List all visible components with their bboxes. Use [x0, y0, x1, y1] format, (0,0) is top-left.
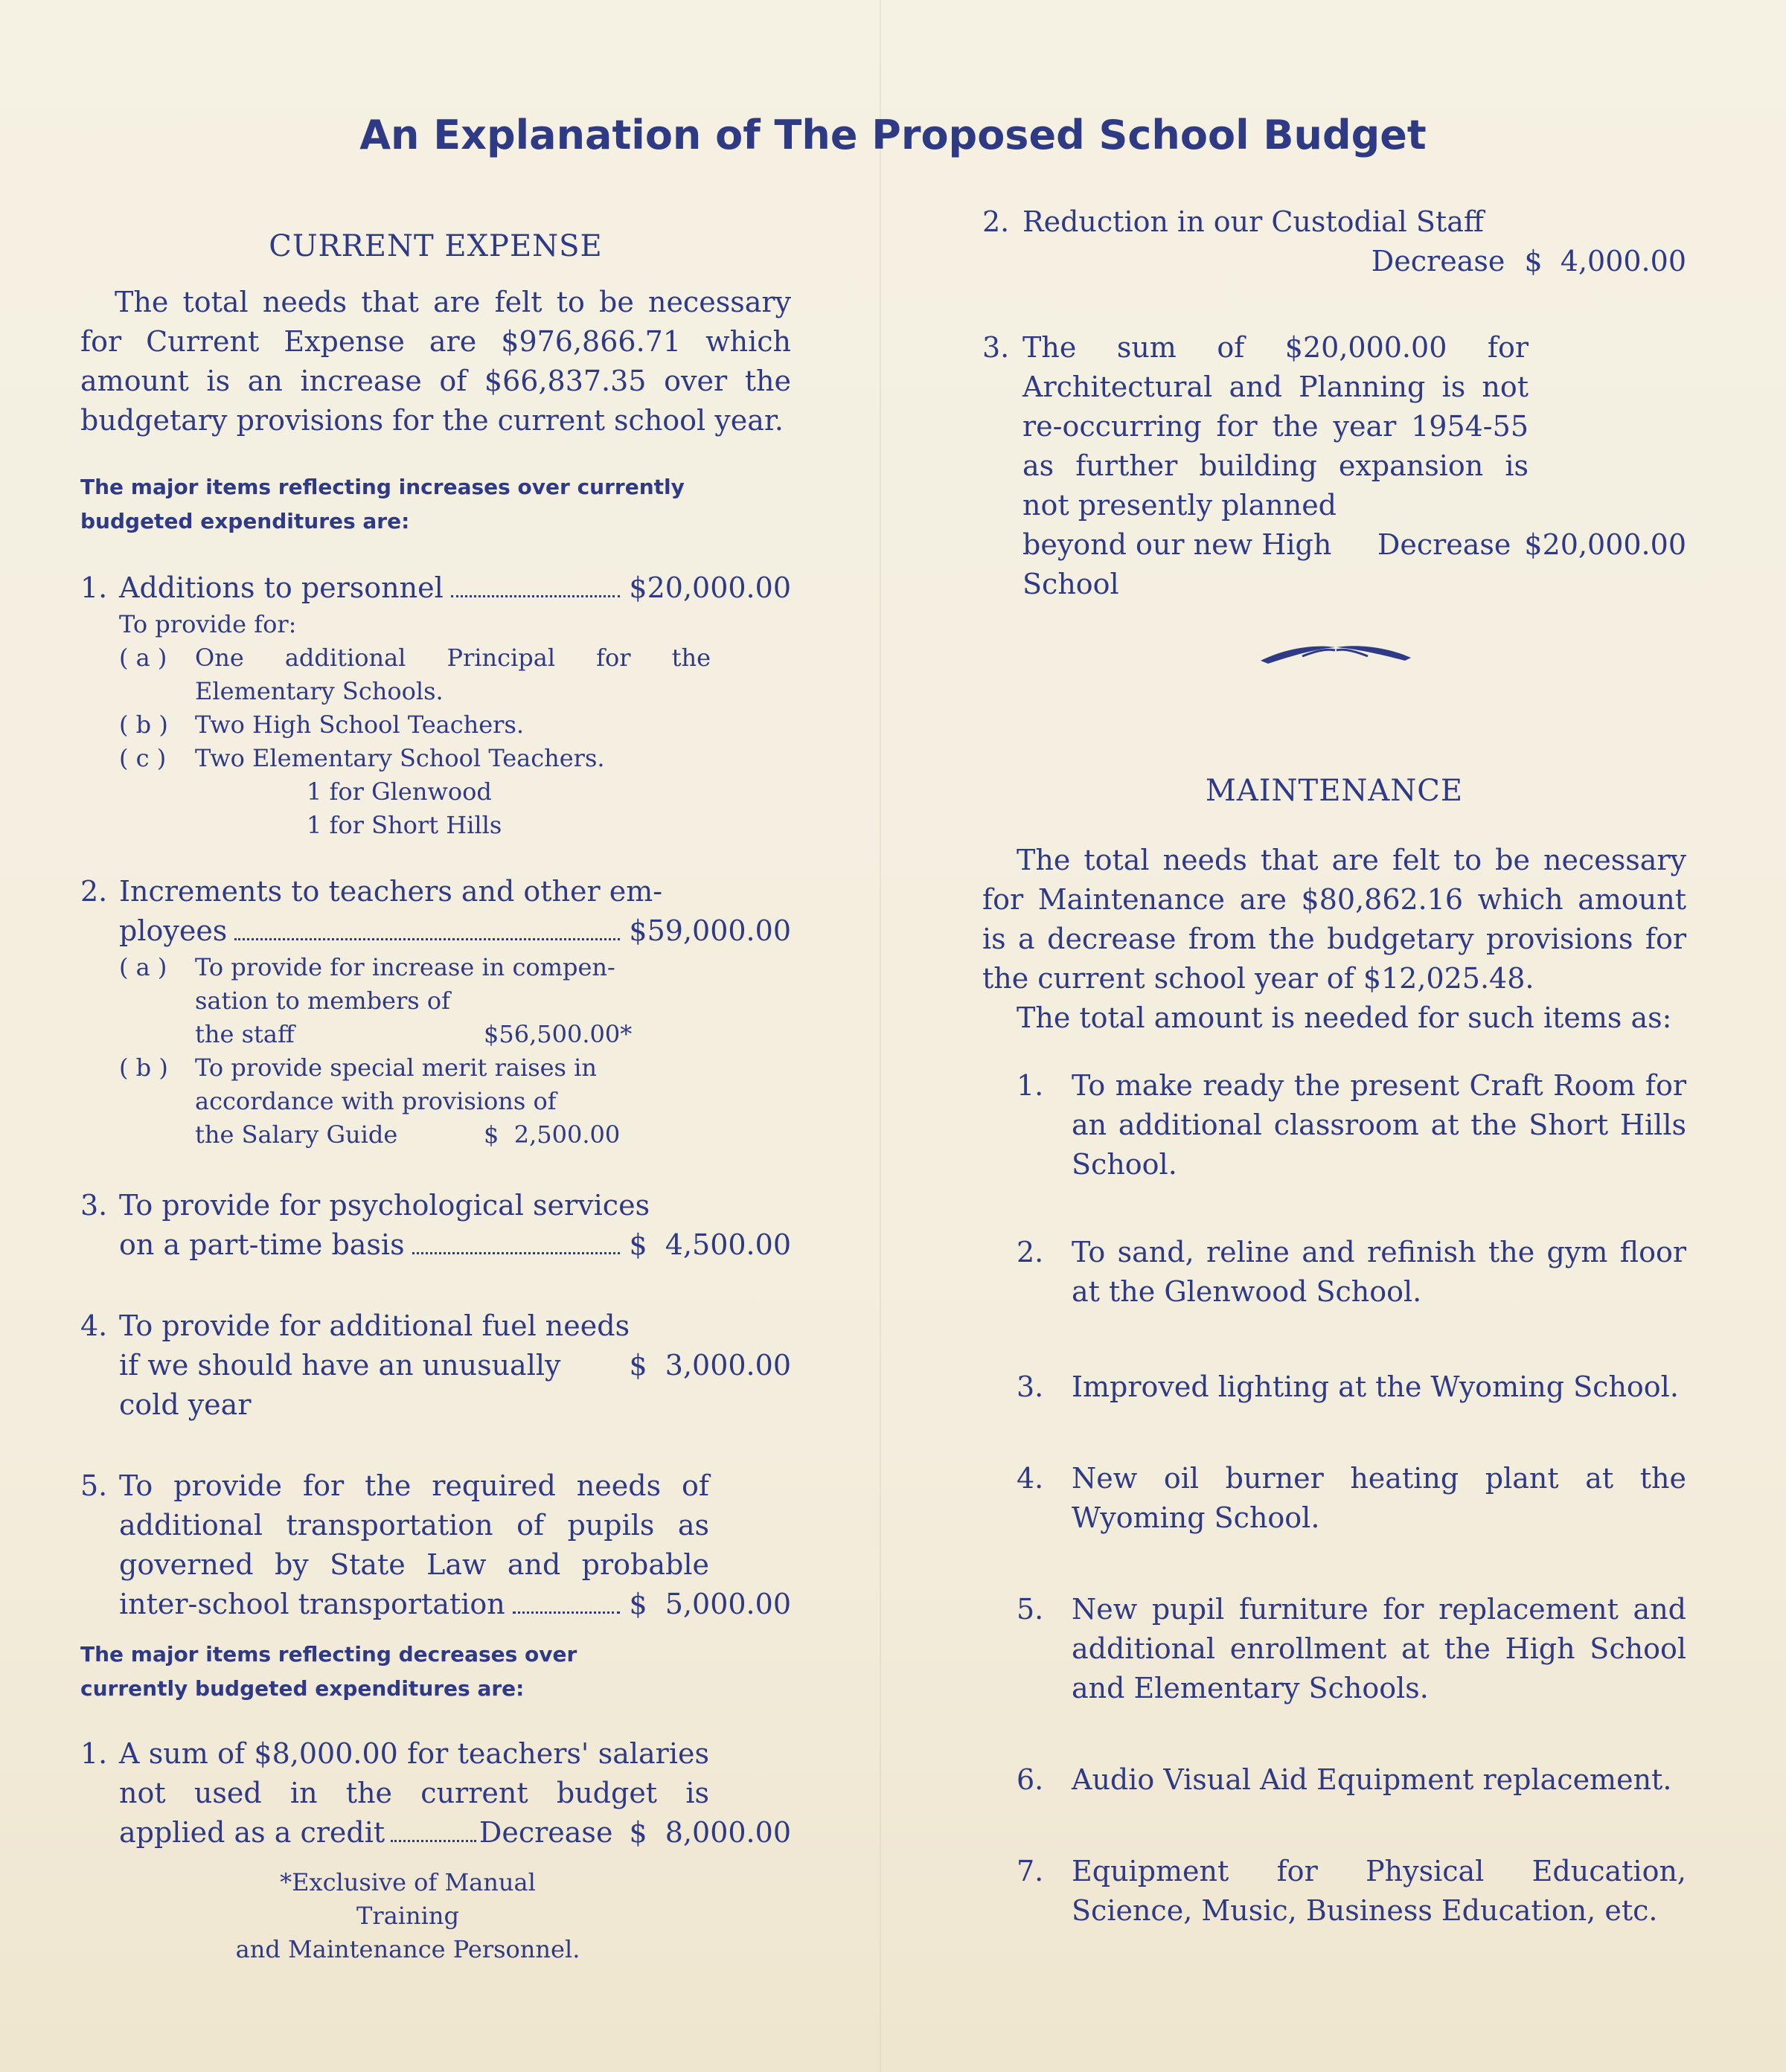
item-number: 2. [982, 205, 1010, 238]
footnote [229, 1866, 586, 1966]
item-number: 2. [80, 875, 108, 908]
increase-item-3 [80, 1186, 791, 1265]
item-number: 4. [1017, 1462, 1044, 1495]
footnote-line2: and Maintenance Personnel. [235, 1935, 580, 1963]
sub-line3: the Salary Guide [195, 1120, 398, 1149]
sub-text: Two Elementary School Teachers. [195, 744, 605, 772]
item-text: To make ready the present Craft Room for an additional classroom at the Short Hills School. [1072, 1069, 1686, 1181]
school-short-hills: 1 for Short Hills [307, 811, 502, 839]
decrease-item-1 [80, 1734, 791, 1853]
item-number: 3. [80, 1189, 108, 1222]
maintenance-item-3 [1017, 1367, 1686, 1407]
item-label: applied as a credit [119, 1816, 385, 1849]
item-last-line: beyond our new High School [1022, 528, 1332, 600]
sub-line2: sation to members of [195, 987, 450, 1015]
page-title: An Explanation of The Proposed School Budget [359, 112, 1427, 158]
maintenance-item-1 [1017, 1066, 1686, 1184]
increase-item-2 [80, 872, 791, 1152]
item-label: if we should have an unusually cold year [119, 1349, 561, 1421]
item-text: The sum of $20,000.00 for Architectural and Planning is not re-occurring for the year 1954-55 as further building expansion is not presently planned [1022, 331, 1529, 522]
sub-label: ( a ) [119, 953, 167, 981]
item-amount: $ 4,000.00 [1524, 245, 1686, 278]
dot-leader [412, 1252, 621, 1254]
item-line1: To provide for additional fuel needs [119, 1309, 630, 1342]
item-number: 6. [1017, 1763, 1044, 1796]
item-number: 2. [1017, 1236, 1044, 1268]
decrease-label: Decrease [1371, 245, 1505, 278]
maintenance-item-2 [1017, 1233, 1686, 1312]
sub-line1: To provide special merit raises in [195, 1053, 597, 1082]
item-line1: Increments to teachers and other em- [119, 875, 663, 908]
flourish-ornament-icon [1258, 641, 1414, 667]
increase-item-5 [80, 1466, 791, 1624]
sub-text: Two High School Teachers. [195, 711, 525, 739]
item-line1: To provide for the required needs of additional transportation of pupils as governed by State Law and probable [119, 1469, 709, 1581]
maintenance-item-4 [1017, 1459, 1686, 1538]
maintenance-intro: The total needs that are felt to be necessary for Maintenance are $80,862.16 which amount is a decrease from the budgetary provisions for the current school year of $12,025.48. [982, 844, 1686, 995]
sub-amount: $56,500.00* [484, 1020, 633, 1048]
item-label: Additions to personnel [119, 571, 444, 604]
item-amount: $20,000.00 [629, 571, 791, 604]
current-expense-heading: CURRENT EXPENSE [269, 229, 603, 263]
item-label: on a part-time basis [119, 1228, 405, 1261]
maintenance-lead: The total amount is needed for such items as: [1017, 1001, 1672, 1034]
fold-line [880, 0, 881, 2072]
item-amount: $ 4,500.00 [629, 1228, 791, 1261]
item-number: 1. [80, 1737, 108, 1770]
item-number: 1. [1017, 1069, 1044, 1102]
provide-for-label: To provide for: [119, 610, 297, 638]
sub-item-c [119, 742, 711, 775]
increase-item-4 [80, 1306, 791, 1425]
item-number: 1. [80, 571, 108, 604]
maintenance-item-6 [1017, 1760, 1686, 1800]
current-expense-intro: The total needs that are felt to be necessary for Current Expense are $976,866.71 which amount is an increase of $66,837.35 over the budgetary provisions for the current school year. [80, 286, 791, 437]
sub-line1: To provide for increase in compen- [195, 953, 615, 981]
item-number: 7. [1017, 1855, 1044, 1887]
sub-label: ( b ) [119, 711, 168, 739]
sub-line3: the staff [195, 1020, 295, 1048]
school-glenwood: 1 for Glenwood [307, 777, 492, 806]
sub-label: ( a ) [119, 644, 167, 672]
sub-amount: $ 2,500.00 [484, 1120, 621, 1149]
item-line1: A sum of $8,000.00 for teachers' salaries not used in the current budget is [119, 1737, 709, 1809]
sub-line2: accordance with provisions of [195, 1087, 557, 1115]
dot-leader [513, 1611, 621, 1614]
sub-text: One additional Principal for the Elementary Schools. [195, 644, 711, 705]
maintenance-item-5 [1017, 1590, 1686, 1708]
sub-item-b [119, 1051, 711, 1152]
item-text: Improved lighting at the Wyoming School. [1072, 1370, 1679, 1403]
sub-item-b [119, 708, 711, 742]
sub-label: ( c ) [119, 744, 167, 772]
decrease-label: Decrease [478, 1816, 613, 1849]
increases-heading: The major items reflecting increases over currently budgeted expenditures are: [80, 475, 685, 533]
footnote-line1: *Exclusive of Manual Training [280, 1868, 536, 1930]
decrease-item-3 [982, 328, 1686, 604]
item-text: New pupil furniture for replacement and additional enrollment at the High School and Elementary Schools. [1072, 1593, 1686, 1704]
item-text: To sand, reline and refinish the gym floor at the Glenwood School. [1072, 1236, 1686, 1308]
item-number: 3. [1017, 1370, 1044, 1403]
item-number: 3. [982, 331, 1010, 364]
item-text: Reduction in our Custodial Staff [1022, 205, 1484, 238]
left-column [80, 227, 791, 1966]
item-amount: $ 8,000.00 [629, 1816, 791, 1849]
sub-item-a [119, 951, 711, 1051]
dot-leader [234, 938, 620, 940]
item-amount: $59,000.00 [629, 914, 791, 947]
dot-leader [451, 595, 621, 597]
decreases-heading: The major items reflecting decreases over currently budgeted expenditures are: [80, 1642, 577, 1701]
maintenance-item-7 [1017, 1852, 1686, 1931]
right-column [982, 202, 1686, 1927]
item-number: 5. [1017, 1593, 1044, 1626]
item-amount: $20,000.00 [1524, 528, 1686, 561]
sub-label: ( b ) [119, 1053, 168, 1082]
item-number: 5. [80, 1469, 108, 1502]
item-amount: $ 5,000.00 [629, 1588, 791, 1620]
maintenance-heading: MAINTENANCE [1205, 774, 1464, 808]
sub-item-a [119, 641, 711, 708]
item-number: 4. [80, 1309, 108, 1342]
item-text: New oil burner heating plant at the Wyoming School. [1072, 1462, 1686, 1534]
increase-item-1 [80, 568, 791, 842]
item-text: Audio Visual Aid Equipment replacement. [1072, 1763, 1672, 1796]
item-amount: $ 3,000.00 [629, 1349, 791, 1382]
item-line1: To provide for psychological services [119, 1189, 650, 1222]
dot-leader [391, 1840, 476, 1842]
decrease-label: Decrease [1377, 528, 1511, 561]
item-label: inter-school transportation [119, 1588, 505, 1620]
decrease-item-2 [982, 202, 1686, 281]
maintenance-section [982, 841, 1686, 1931]
item-text: Equipment for Physical Education, Science, Music, Business Education, etc. [1072, 1855, 1686, 1927]
item-label: ployees [119, 914, 228, 947]
